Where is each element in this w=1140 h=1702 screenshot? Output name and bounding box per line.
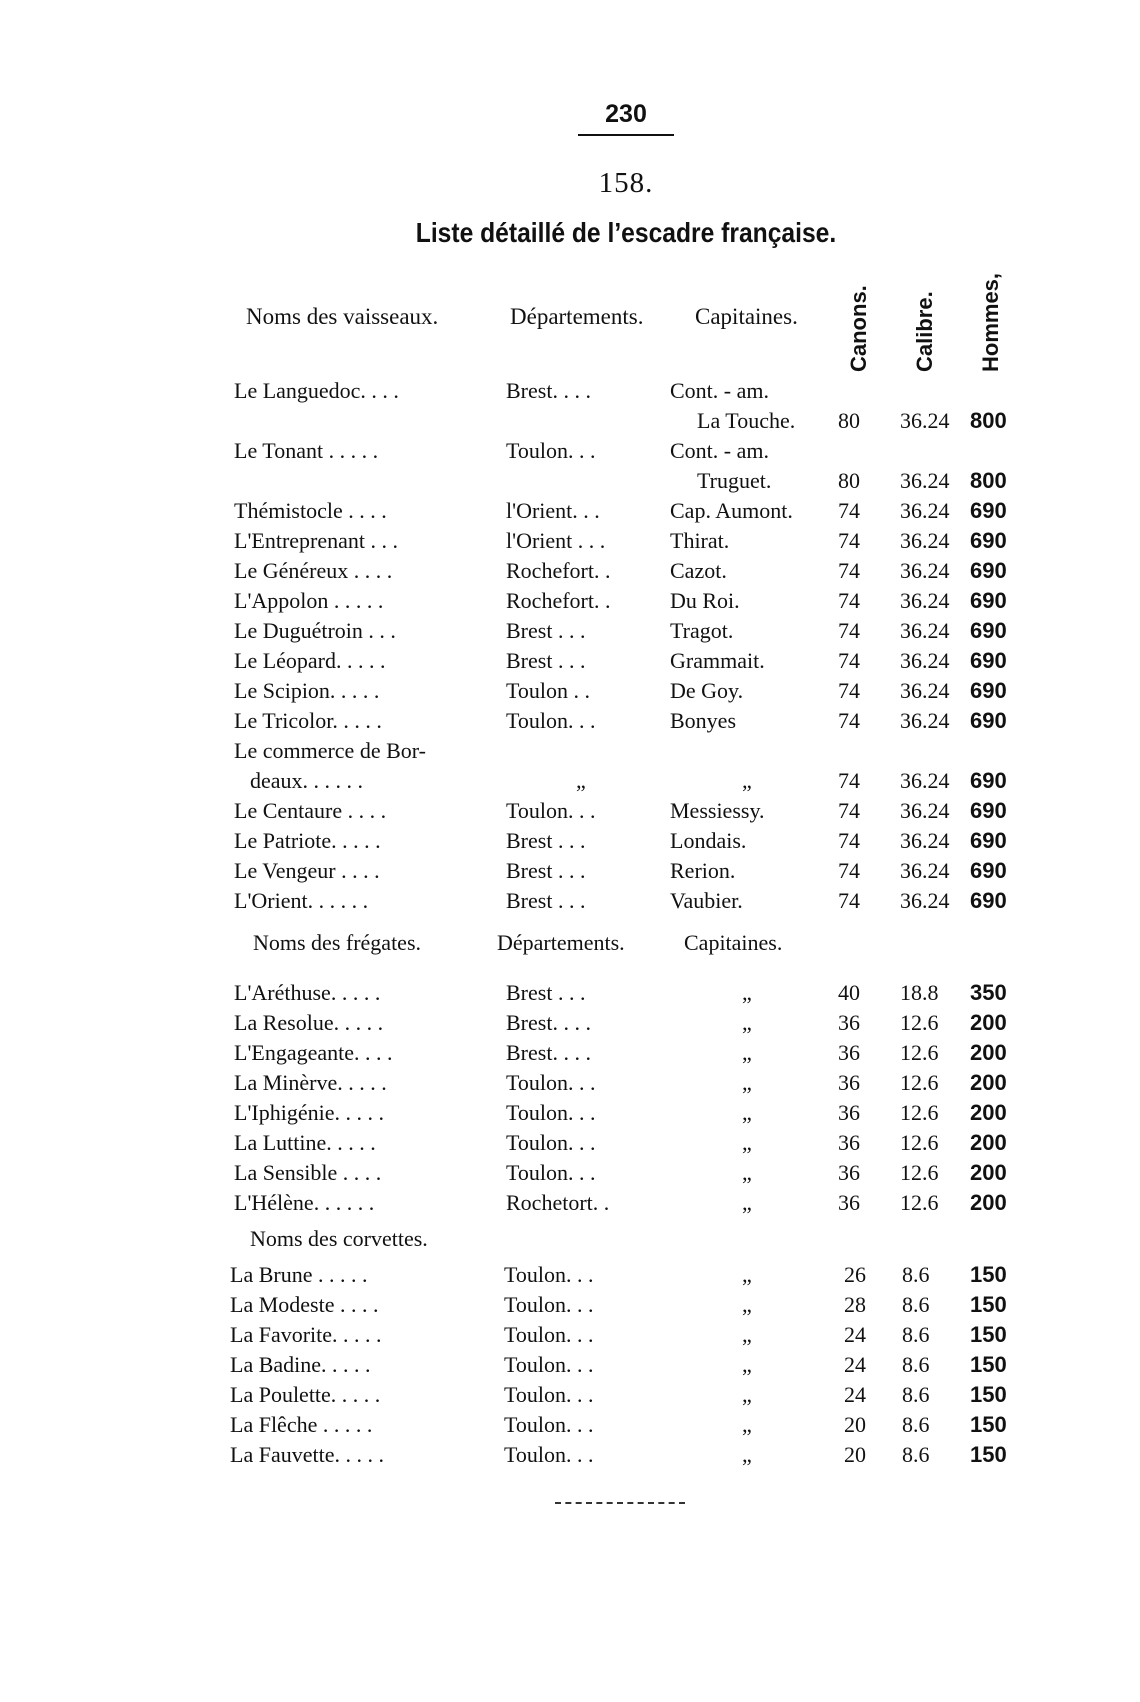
ship-captain: Messiessy. [670,798,765,823]
frigate-calibre: 12.6 [900,1100,939,1125]
frigate-row [0,1100,1140,1130]
ship-name: Le Languedoc. . . . [234,378,399,403]
corvette-calibre: 8.6 [902,1262,930,1287]
ship-guns: 74 [838,648,860,673]
ship-department: Toulon. . . [506,798,596,823]
ship-name: Le Centaure . . . . [234,798,387,823]
frigate-name: L'Iphigénie. . . . . [234,1100,384,1125]
frigates-header-departments: Départements. [497,930,625,955]
corvette-department: Toulon. . . [504,1262,594,1287]
ship-calibre: 36.24 [900,798,950,823]
ship-captain: Bonyes [670,708,736,733]
ship-department: Brest . . . [506,648,586,673]
frigate-calibre: 12.6 [900,1040,939,1065]
ship-cont-men: 800 [970,408,1007,433]
frigate-name: L'Hélène. . . . . . [234,1190,375,1215]
header-departments: Départements. [510,304,644,329]
ship-cont-department: „ [576,768,586,793]
ship-guns: 74 [838,708,860,733]
frigate-row [0,1160,1140,1190]
ship-department: Rochefort. . [506,558,611,583]
corvette-captain: „ [742,1412,752,1437]
ship-department: Toulon. . . [506,438,596,463]
frigate-calibre: 12.6 [900,1070,939,1095]
frigate-name: La Resolue. . . . . [234,1010,384,1035]
frigate-guns: 36 [838,1130,860,1155]
frigate-guns: 36 [838,1070,860,1095]
document-number: 158. [598,167,654,199]
ship-calibre: 36.24 [900,828,950,853]
ship-guns: 74 [838,888,860,913]
ship-men: 690 [970,528,1007,553]
ship-captain: Cont. - am. [670,378,769,403]
corvette-guns: 24 [844,1322,866,1347]
ship-row [0,378,1140,408]
ship-name: Le Patriote. . . . . [234,828,381,853]
ship-men: 690 [970,708,1007,733]
frigate-row [0,1010,1140,1040]
ship-calibre: 36.24 [900,618,950,643]
ship-name: Le Scipion. . . . . [234,678,380,703]
ship-name: L'Orient. . . . . . [234,888,369,913]
header-guns: Canons. [846,285,871,372]
corvette-calibre: 8.6 [902,1352,930,1377]
frigate-row [0,980,1140,1010]
frigate-captain: „ [742,1130,752,1155]
ship-men: 690 [970,498,1007,523]
corvette-name: La Badine. . . . . [230,1352,371,1377]
ship-cont-row [0,468,1140,498]
frigate-guns: 36 [838,1040,860,1065]
corvette-department: Toulon. . . [504,1412,594,1437]
ship-cont-calibre: 36.24 [900,768,950,793]
ship-men: 690 [970,618,1007,643]
frigate-guns: 36 [838,1100,860,1125]
frigate-name: La Minèrve. . . . . [234,1070,387,1095]
ship-men: 690 [970,858,1007,883]
corvette-guns: 20 [844,1412,866,1437]
ship-captain: Thirat. [670,528,730,553]
ship-row [0,738,1140,768]
frigate-row [0,1070,1140,1100]
ship-captain: Du Roi. [670,588,740,613]
corvette-row [0,1352,1140,1382]
ship-guns: 74 [838,798,860,823]
ship-row [0,588,1140,618]
corvette-department: Toulon. . . [504,1292,594,1317]
corvette-row [0,1412,1140,1442]
frigate-men: 200 [970,1190,1007,1215]
frigate-guns: 36 [838,1190,860,1215]
ship-name: L'Entreprenant . . . [234,528,399,553]
ship-row [0,558,1140,588]
corvette-department: Toulon. . . [504,1442,594,1467]
frigate-men: 200 [970,1130,1007,1155]
ship-row [0,528,1140,558]
ship-row [0,648,1140,678]
ship-guns: 74 [838,678,860,703]
corvette-captain: „ [742,1442,752,1467]
ship-guns: 74 [838,588,860,613]
ship-department: Brest . . . [506,888,586,913]
ship-captain: Rerion. [670,858,736,883]
ship-row [0,888,1140,918]
frigate-department: Toulon. . . [506,1130,596,1155]
corvette-men: 150 [970,1382,1007,1407]
frigate-men: 200 [970,1010,1007,1035]
corvette-row [0,1382,1140,1412]
frigate-captain: „ [742,1070,752,1095]
frigate-row [0,1040,1140,1070]
corvette-men: 150 [970,1442,1007,1467]
corvette-men: 150 [970,1412,1007,1437]
ship-calibre: 36.24 [900,588,950,613]
frigate-men: 200 [970,1100,1007,1125]
frigate-guns: 36 [838,1010,860,1035]
frigate-department: Rochetort. . [506,1190,610,1215]
ship-guns: 74 [838,498,860,523]
ship-name: Le Généreux . . . . [234,558,393,583]
page-number: 230 [605,100,647,128]
frigate-captain: „ [742,1040,752,1065]
frigate-calibre: 12.6 [900,1010,939,1035]
corvette-guns: 26 [844,1262,866,1287]
ship-calibre: 36.24 [900,498,950,523]
ship-calibre: 36.24 [900,708,950,733]
ship-cont-guns: 74 [838,768,860,793]
corvette-captain: „ [742,1292,752,1317]
ship-captain: Cont. - am. [670,438,769,463]
frigate-name: La Luttine. . . . . [234,1130,376,1155]
ship-cont-calibre: 36.24 [900,408,950,433]
ship-row [0,798,1140,828]
corvette-department: Toulon. . . [504,1322,594,1347]
ship-name: Le commerce de Bor- [234,738,426,763]
frigate-row [0,1130,1140,1160]
ship-calibre: 36.24 [900,888,950,913]
ship-department: Brest . . . [506,828,586,853]
ship-name: Le Tonant . . . . . [234,438,379,463]
ship-row [0,858,1140,888]
corvette-men: 150 [970,1352,1007,1377]
frigate-men: 200 [970,1070,1007,1095]
ship-row [0,708,1140,738]
ship-calibre: 36.24 [900,648,950,673]
ship-men: 690 [970,588,1007,613]
frigate-department: Brest. . . . [506,1010,591,1035]
ship-men: 690 [970,828,1007,853]
ship-cont-captain-cont: La Touche. [697,408,796,433]
ship-guns: 74 [838,528,860,553]
corvette-calibre: 8.6 [902,1442,930,1467]
frigate-calibre: 12.6 [900,1160,939,1185]
ship-men: 690 [970,558,1007,583]
header-men: Hommes, [978,272,1003,372]
frigates-header-captains: Capitaines. [684,930,783,955]
ship-name: Le Vengeur . . . . [234,858,380,883]
ship-captain: De Goy. [670,678,744,703]
ship-guns: 74 [838,558,860,583]
corvette-guns: 24 [844,1352,866,1377]
corvette-calibre: 8.6 [902,1292,930,1317]
frigate-captain: „ [742,1190,752,1215]
ship-cont-captain: „ [742,768,752,793]
frigate-name: La Sensible . . . . [234,1160,382,1185]
frigate-men: 200 [970,1040,1007,1065]
frigate-calibre: 18.8 [900,980,939,1005]
ship-department: l'Orient. . . [506,498,600,523]
header-captains: Capitaines. [695,304,798,329]
frigates-header-ships: Noms des frégates. [253,930,422,955]
corvette-row [0,1292,1140,1322]
ship-captain: Grammait. [670,648,765,673]
corvette-calibre: 8.6 [902,1382,930,1407]
corvette-men: 150 [970,1322,1007,1347]
frigate-department: Brest. . . . [506,1040,591,1065]
frigate-captain: „ [742,1100,752,1125]
corvette-name: La Flêche . . . . . [230,1412,373,1437]
ship-men: 690 [970,888,1007,913]
ship-calibre: 36.24 [900,528,950,553]
corvette-name: La Modeste . . . . [230,1292,379,1317]
ship-name: L'Appolon . . . . . [234,588,384,613]
ship-row [0,438,1140,468]
end-rule [555,1502,685,1504]
ship-captain: Tragot. [670,618,734,643]
corvette-captain: „ [742,1352,752,1377]
corvette-calibre: 8.6 [902,1412,930,1437]
ship-cont-guns: 80 [838,468,860,493]
corvette-department: Toulon. . . [504,1382,594,1407]
frigate-department: Toulon. . . [506,1070,596,1095]
ship-department: Brest. . . . [506,378,591,403]
corvette-name: La Fauvette. . . . . [230,1442,384,1467]
corvettes-header: Noms des corvettes. [250,1226,428,1251]
ship-name: Le Tricolor. . . . . [234,708,382,733]
frigate-captain: „ [742,1160,752,1185]
ship-department: l'Orient . . . [506,528,606,553]
ship-name: Le Léopard. . . . . [234,648,386,673]
ship-cont-name-cont: deaux. . . . . . [250,768,364,793]
page-title: Liste détaillé de l’escadre française. [415,217,837,248]
corvette-captain: „ [742,1262,752,1287]
corvette-name: La Favorite. . . . . [230,1322,382,1347]
frigate-department: Brest . . . [506,980,586,1005]
ship-row [0,618,1140,648]
ship-department: Toulon. . . [506,708,596,733]
corvette-guns: 24 [844,1382,866,1407]
ship-captain: Cap. Aumont. [670,498,793,523]
ship-captain: Cazot. [670,558,727,583]
frigate-captain: „ [742,980,752,1005]
corvette-captain: „ [742,1382,752,1407]
ship-cont-row [0,408,1140,438]
frigate-calibre: 12.6 [900,1190,939,1215]
ship-captain: Vaubier. [670,888,743,913]
ship-calibre: 36.24 [900,858,950,883]
ship-cont-men: 690 [970,768,1007,793]
header-ships: Noms des vaisseaux. [246,304,439,329]
ship-department: Rochefort. . [506,588,611,613]
frigate-guns: 36 [838,1160,860,1185]
corvette-name: La Brune . . . . . [230,1262,368,1287]
header-calibre: Calibre. [912,291,937,372]
ship-calibre: 36.24 [900,558,950,583]
ship-captain: Londais. [670,828,747,853]
ship-department: Brest . . . [506,618,586,643]
corvette-men: 150 [970,1292,1007,1317]
corvette-guns: 20 [844,1442,866,1467]
corvette-name: La Poulette. . . . . [230,1382,381,1407]
frigate-name: L'Engageante. . . . [234,1040,393,1065]
corvette-row [0,1262,1140,1292]
ship-calibre: 36.24 [900,678,950,703]
corvette-row [0,1442,1140,1472]
ship-men: 690 [970,648,1007,673]
ship-cont-row [0,768,1140,798]
ship-men: 690 [970,678,1007,703]
frigate-name: L'Aréthuse. . . . . [234,980,381,1005]
corvette-captain: „ [742,1322,752,1347]
ship-row [0,498,1140,528]
frigate-calibre: 12.6 [900,1130,939,1155]
corvette-department: Toulon. . . [504,1352,594,1377]
frigate-department: Toulon. . . [506,1100,596,1125]
ship-department: Toulon . . [506,678,591,703]
ship-department: Brest . . . [506,858,586,883]
ship-cont-captain-cont: Truguet. [697,468,772,493]
ship-men: 690 [970,798,1007,823]
ship-cont-calibre: 36.24 [900,468,950,493]
ship-row [0,828,1140,858]
corvette-row [0,1322,1140,1352]
frigate-row [0,1190,1140,1220]
ship-guns: 74 [838,858,860,883]
frigate-men: 200 [970,1160,1007,1185]
frigate-men: 350 [970,980,1007,1005]
ship-name: Le Duguétroin . . . [234,618,396,643]
corvette-calibre: 8.6 [902,1322,930,1347]
frigate-department: Toulon. . . [506,1160,596,1185]
ship-guns: 74 [838,618,860,643]
page-number-rule [578,134,674,136]
corvette-men: 150 [970,1262,1007,1287]
corvette-guns: 28 [844,1292,866,1317]
ship-guns: 74 [838,828,860,853]
ship-cont-guns: 80 [838,408,860,433]
frigate-guns: 40 [838,980,860,1005]
ship-row [0,678,1140,708]
frigate-captain: „ [742,1010,752,1035]
ship-cont-men: 800 [970,468,1007,493]
ship-name: Thémistocle . . . . [234,498,387,523]
